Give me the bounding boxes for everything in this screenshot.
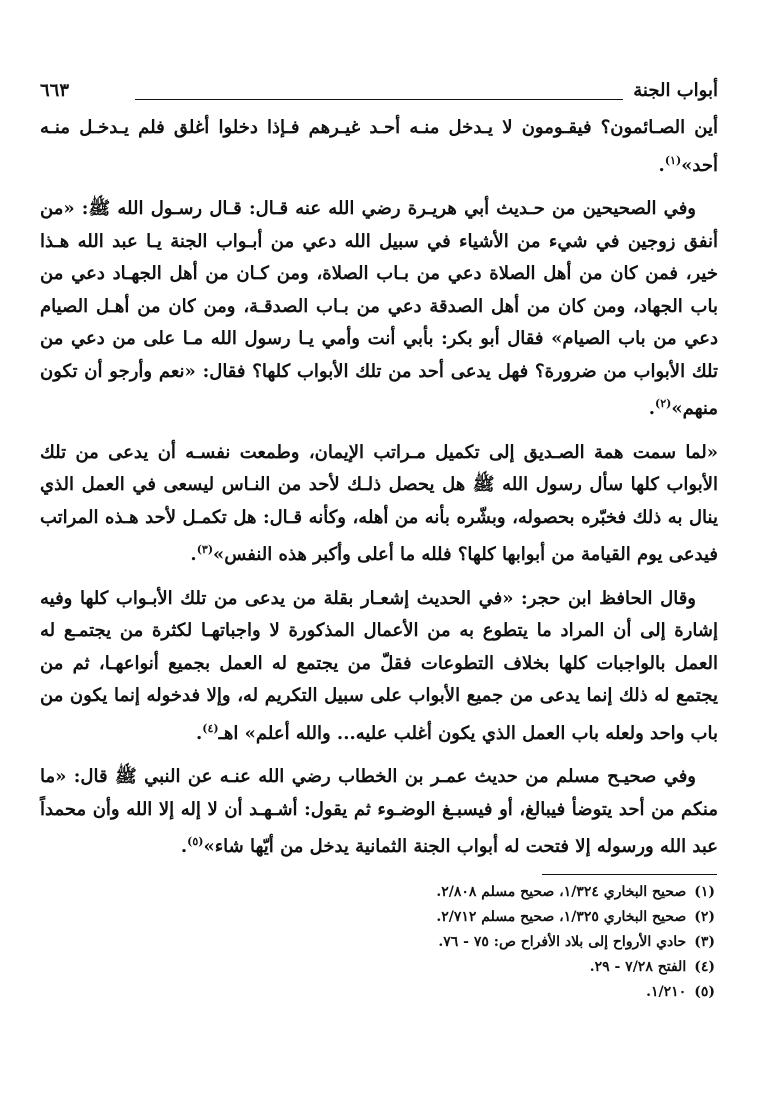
paragraph: [40, 437, 718, 572]
paragraph: [40, 193, 718, 426]
footnote: [77, 880, 717, 905]
paragraph-tail: .: [648, 398, 656, 419]
footnote-number: (٢): [694, 909, 715, 925]
footnote-number: (١): [694, 884, 715, 900]
footnotes: [77, 880, 717, 1005]
paragraph-tail: .: [658, 154, 665, 176]
paragraph: [40, 583, 718, 751]
paragraph-text: أين الصـائمون؟ فيقـومون لا يـدخل منـه أحـد غيـرهم فـإذا دخلوا أغلق فلم يـدخـل منـه أحد»: [40, 117, 718, 176]
footnote-text: ١/٢١٠.: [646, 984, 687, 1000]
header-rule: [135, 99, 623, 100]
footnote-ref: (٢): [655, 397, 672, 410]
paragraph-tail: .: [190, 544, 197, 565]
footnote-ref: (٥): [187, 835, 204, 848]
running-title: أبواب الجنة: [633, 80, 718, 101]
footnote: [77, 930, 717, 955]
paragraph-tail: .: [180, 836, 188, 857]
footnote: [77, 955, 717, 980]
page-header: [40, 80, 718, 110]
page-number: ٦٦٣: [40, 80, 70, 101]
main-text: [40, 112, 718, 875]
footnote-text: صحيح البخاري ١/٣٢٥، صحيح مسلم ٢/٧١٢.: [436, 909, 687, 925]
footnote-separator: [542, 874, 717, 875]
footnote-ref: (٤): [202, 721, 219, 735]
footnote-ref: (١): [664, 153, 682, 167]
paragraph-text: «لما سمت همة الصـديق إلى تكميل مـراتب الإيمان، وطمعت نفسـه أن يدعى من تلك الأبواب كلها سأل رسول الله ﷺ هل يحصل ذلـك لأحد من النـاس ليسعى في العمل الذي ينال به ذلك فخبّره بحصوله، وبشّره بأنه من أهله، وكأنه قـال: هل تكمـل لأحد هـذه المراتب فيدعى يوم القيامة من أبوابها كلها؟ فلله ما أعلى وأكبر هذه النفس»: [40, 441, 718, 565]
paragraph-text: وفي الصحيحين من حـديث أبي هريـرة رضي الله عنه قـال: قـال رسـول الله ﷺ: «من أنفق زوجين في شيء من الأشياء في سبيل الله دعي من أبـواب الجنة يـا عبد الله هـذا خير، فمن كان من أهل الصلاة دعي من بـاب الصلاة، ومن كـان من أهل الجهـاد دعي من باب الجهاد، ومن كان من أهل الصدقة دعي من بـاب الصدقـة، ومن كان من أهـل الصيام دعي من باب الصيام» فقال أبو بكر: بأبي أنت وأمي يـا رسول الله مـا على من دعي من تلك الأبواب من ضرورة؟ فهل يدعى أحد من تلك الأبواب كلها؟ فقال: «نعم وأرجو أن تكون منهم»: [40, 198, 718, 419]
footnote-text: صحيح البخاري ١/٣٢٤، صحيح مسلم ٢/٨٠٨.: [436, 884, 687, 900]
paragraph: [40, 112, 718, 182]
footnote-text: حادي الأرواح إلى بلاد الأفراح ص: ٧٥ - ٧٦.: [438, 934, 687, 950]
paragraph-tail: .: [196, 722, 203, 744]
footnote-number: (٥): [694, 984, 715, 1000]
footnote-number: (٣): [694, 934, 715, 950]
paragraph-text: وقال الحافظ ابن حجر: «في الحديث إشعـار بقلة من يدعى من تلك الأبـواب كلها وفيه إشارة إلى أن المراد ما يتطوع به من الأعمال المذكورة لا واجباتهـا لكثرة من يجتمـع له العمل بالواجبات كلها بخلاف التطوعات فقلّ من يجتمع له العمل بجميع أنواعهـا، ثم من يجتمع له ذلك إنما يدعى من جميع الأبواب على سبيل التكريم له، وإلا فدخوله إنما يكون من باب واحد ولعله باب العمل الذي يكون أغلب عليه... والله أعلم» اهـ: [40, 587, 718, 744]
paragraph: [40, 761, 718, 864]
footnote-number: (٤): [694, 959, 715, 975]
footnote-text: الفتح ٧/٢٨ - ٢٩.: [589, 959, 687, 975]
footnote: [77, 980, 717, 1005]
paragraph-text: وفي صحيـح مسلم من حديث عمـر بن الخطاب رضي الله عنـه عن النبي ﷺ قال: «ما منكم من أحد يتوضأ فيبالغ، أو فيسبـغ الوضـوء ثم يقول: أشـهـد أن لا إله إلا الله وأن محمداً عبد الله ورسوله إلا فتحت له أبواب الجنة الثمانية يدخل من أيّها شاء»: [40, 766, 719, 857]
footnote-ref: (٣): [196, 543, 214, 556]
footnote: [77, 905, 717, 930]
